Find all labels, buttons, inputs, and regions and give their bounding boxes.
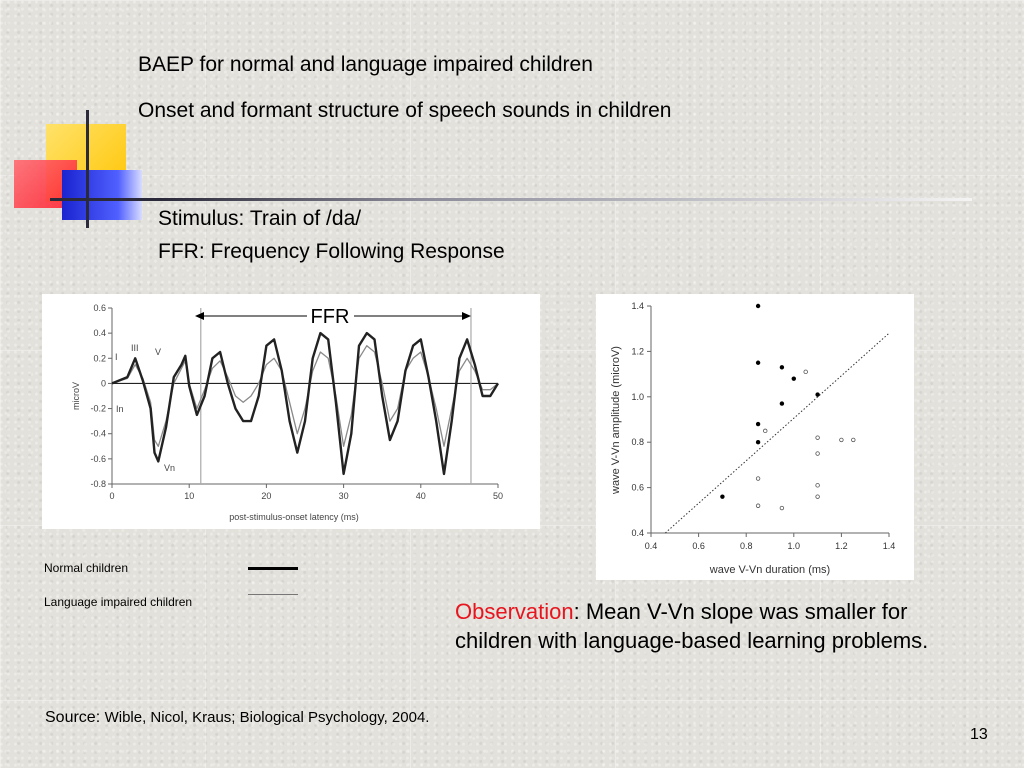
waveform-y-tick-label: -0.2 <box>90 403 106 414</box>
ffr-arrowhead-right <box>462 312 471 320</box>
scatter-point-normal <box>720 494 724 498</box>
wave-label-vn: Vn <box>164 463 176 473</box>
waveform-y-tick-label: -0.6 <box>90 453 106 464</box>
waveform-x-tick-label: 50 <box>492 491 504 501</box>
waveform-y-tick-label: -0.8 <box>90 479 106 489</box>
scatter-point-normal <box>756 440 760 444</box>
observation-text <box>455 597 975 655</box>
scatter-x-tick-label: 1.0 <box>787 541 801 551</box>
subheader-line-2: FFR: Frequency Following Response <box>158 240 505 263</box>
scatter-point-impaired <box>756 504 760 508</box>
scatter-y-tick-label: 1.0 <box>631 391 644 402</box>
scatter-point-impaired <box>816 436 820 440</box>
header-line-1: BAEP for normal and language impaired children <box>138 53 593 76</box>
scatter-y-tick-label: 1.4 <box>631 301 644 311</box>
scatter-y-tick-label: 0.4 <box>631 528 644 538</box>
header-line-2: Onset and formant structure of speech sounds in children <box>138 99 672 122</box>
legend-label-impaired: Language impaired children <box>44 595 193 609</box>
waveform-y-tick-label: 0.6 <box>93 303 106 313</box>
deco-vertical-rule <box>86 110 89 228</box>
waveform-y-tick-label: 0 <box>100 378 106 389</box>
waveform-x-tick-label: 0 <box>109 491 115 501</box>
waveform-x-tick-label: 20 <box>261 491 272 501</box>
source-label: Source: <box>45 709 105 726</box>
waveform-x-tick-label: 30 <box>338 491 349 501</box>
scatter-y-tick-label: 0.8 <box>631 437 644 448</box>
scatter-point-normal <box>780 365 784 369</box>
scatter-point-normal <box>780 401 784 405</box>
waveform-x-axis-label: post-stimulus-onset latency (ms) <box>229 512 359 522</box>
scatter-point-normal <box>756 422 760 426</box>
wave-label-v: V <box>155 347 162 357</box>
scatter-point-impaired <box>852 438 856 442</box>
scatter-x-tick-label: 1.4 <box>882 541 896 551</box>
scatter-point-impaired <box>756 477 760 481</box>
scatter-point-normal <box>756 304 760 308</box>
waveform-y-tick-label: -0.4 <box>90 428 106 439</box>
waveform-y-tick-label: 0.4 <box>93 328 106 339</box>
waveform-y-tick-label: 0.2 <box>93 353 106 364</box>
ffr-arrowhead-left <box>195 312 204 320</box>
wave-label-in: In <box>116 404 124 414</box>
scatter-x-tick-label: 0.4 <box>644 541 658 551</box>
scatter-y-axis-label: wave V-Vn amplitude (microV) <box>610 346 622 494</box>
scatter-chart-panel <box>596 294 914 580</box>
scatter-point-impaired <box>816 452 820 456</box>
scatter-point-impaired <box>840 438 844 442</box>
scatter-x-tick-label: 0.6 <box>692 541 705 551</box>
wave-label-i: I <box>115 352 118 362</box>
waveform-chart-panel <box>42 294 540 529</box>
scatter-point-impaired <box>763 429 767 433</box>
legend-swatch-impaired <box>248 594 298 595</box>
scatter-x-tick-label: 0.8 <box>739 541 753 551</box>
waveform-x-tick-label: 40 <box>415 491 426 501</box>
waveform-chart <box>42 294 540 529</box>
deco-blue-square <box>62 170 142 220</box>
scatter-point-impaired <box>804 370 808 374</box>
legend-label-normal: Normal children <box>44 561 129 575</box>
legend-swatch-normal <box>248 567 298 570</box>
subheader-line-1: Stimulus: Train of /da/ <box>158 207 362 230</box>
scatter-point-normal <box>815 392 819 396</box>
scatter-point-normal <box>792 376 796 380</box>
scatter-trendline <box>665 333 889 533</box>
deco-horizontal-rule <box>50 198 972 201</box>
waveform-line-normal <box>112 333 498 474</box>
observation-keyword: Observation <box>455 599 574 624</box>
scatter-point-normal <box>756 361 760 365</box>
source-text: Wible, Nicol, Kraus; Biological Psychology, 2004. <box>104 709 430 726</box>
ffr-label: FFR <box>310 306 350 328</box>
scatter-x-axis-label: wave V-Vn duration (ms) <box>709 564 831 576</box>
waveform-x-tick-label: 10 <box>184 491 195 501</box>
observation-body: : Mean V-Vn slope was smaller for children with language-based learning problems. <box>455 599 929 653</box>
waveform-y-axis-label: microV <box>71 381 81 411</box>
scatter-y-tick-label: 1.2 <box>631 346 644 357</box>
page-number: 13 <box>970 726 988 743</box>
scatter-chart <box>596 294 914 580</box>
scatter-point-impaired <box>816 484 820 488</box>
source-citation <box>45 709 429 727</box>
scatter-point-impaired <box>780 506 784 510</box>
wave-label-iii: III <box>131 343 139 353</box>
scatter-x-tick-label: 1.2 <box>835 541 848 551</box>
scatter-point-impaired <box>816 495 820 499</box>
scatter-y-tick-label: 0.6 <box>631 482 644 493</box>
